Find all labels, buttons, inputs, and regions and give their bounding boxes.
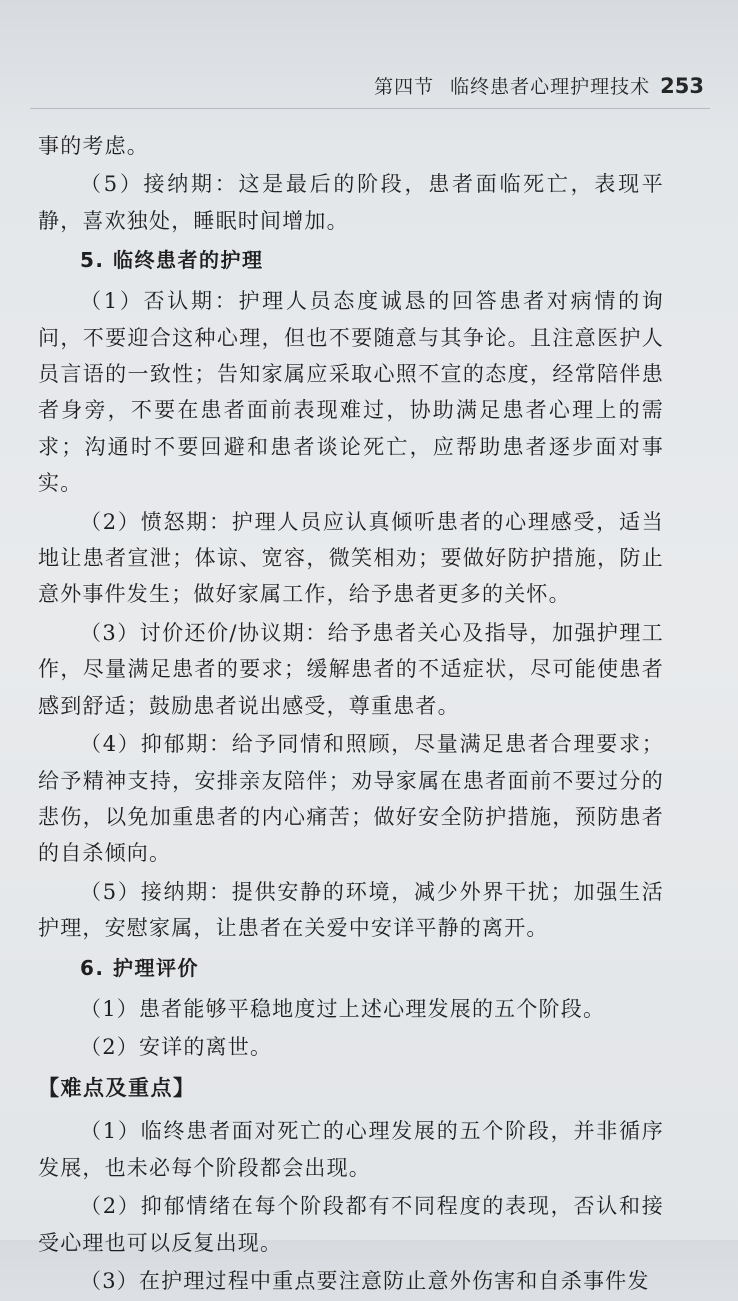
header-section: 第四节 — [374, 76, 435, 98]
paragraph-key-point-1: （1）临终患者面对死亡的心理发展的五个阶段，并非循序发展，也未必每个阶段都会出现。 — [38, 1119, 664, 1180]
header-title: 临终患者心理护理技术 — [450, 76, 651, 98]
paragraph-acceptance-stage: （5）接纳期：这是最后的阶段，患者面临死亡，表现平静，喜欢独处，睡眠时间增加。 — [38, 172, 664, 233]
paragraph-depression-care: （4）抑郁期：给予同情和照顾，尽量满足患者合理要求；给予精神支持，安排亲友陪伴；劝导家属在患者面前不要过分的悲伤，以免加重患者的内心痛苦；做好安全防护措施，预防患者的自杀倾向。 — [38, 732, 664, 866]
paragraph-continuation: 事的考虑。 — [38, 134, 149, 158]
paragraph-anger-care: （2）愤怒期：护理人员应认真倾听患者的心理感受，适当地让患者宣泄；体谅、宽容，微笑相劝；要做好防护措施，防止意外事件发生；做好家属工作，给予患者更多的关怀。 — [38, 509, 664, 607]
page-number: 253 — [660, 74, 704, 98]
running-header — [374, 72, 704, 102]
paragraph-key-point-3: （3）在护理过程中重点要注意防止意外伤害和自杀事件发 — [80, 1268, 650, 1293]
paragraph-denial-care: （1）否认期：护理人员态度诚恳的回答患者对病情的询问，不要迎合这种心理，但也不要随意与其争论。且注意医护人员言语的一致性；告知家属应采取心照不宣的态度，经常陪伴患者身旁，不要在患者面前表现难过，协助满足患者心理上的需求；沟通时不要回避和患者谈论死亡，应帮助患者逐步面对事实。 — [38, 289, 664, 496]
heading-nursing-evaluation: 6. 护理评价 — [80, 955, 199, 980]
paragraph-bargaining-care: （3）讨价还价/协议期：给予患者关心及指导，加强护理工作，尽量满足患者的要求；缓解患者的不适症状，尽可能使患者感到舒适；鼓励患者说出感受，尊重患者。 — [38, 620, 664, 718]
paragraph-evaluation-2: （2）安详的离世。 — [80, 1034, 273, 1059]
paragraph-evaluation-1: （1）患者能够平稳地度过上述心理发展的五个阶段。 — [80, 996, 606, 1021]
heading-key-points: 【难点及重点】 — [38, 1076, 196, 1101]
paragraph-acceptance-care: （5）接纳期：提供安静的环境，减少外界干扰；加强生活护理，安慰家属，让患者在关爱中安详平静的离开。 — [38, 879, 664, 941]
page-body — [38, 128, 664, 1301]
header-divider — [30, 108, 710, 109]
heading-dying-patient-care: 5. 临终患者的护理 — [80, 248, 264, 273]
paragraph-key-point-2: （2）抑郁情绪在每个阶段都有不同程度的表现，否认和接受心理也可以反复出现。 — [38, 1194, 664, 1255]
